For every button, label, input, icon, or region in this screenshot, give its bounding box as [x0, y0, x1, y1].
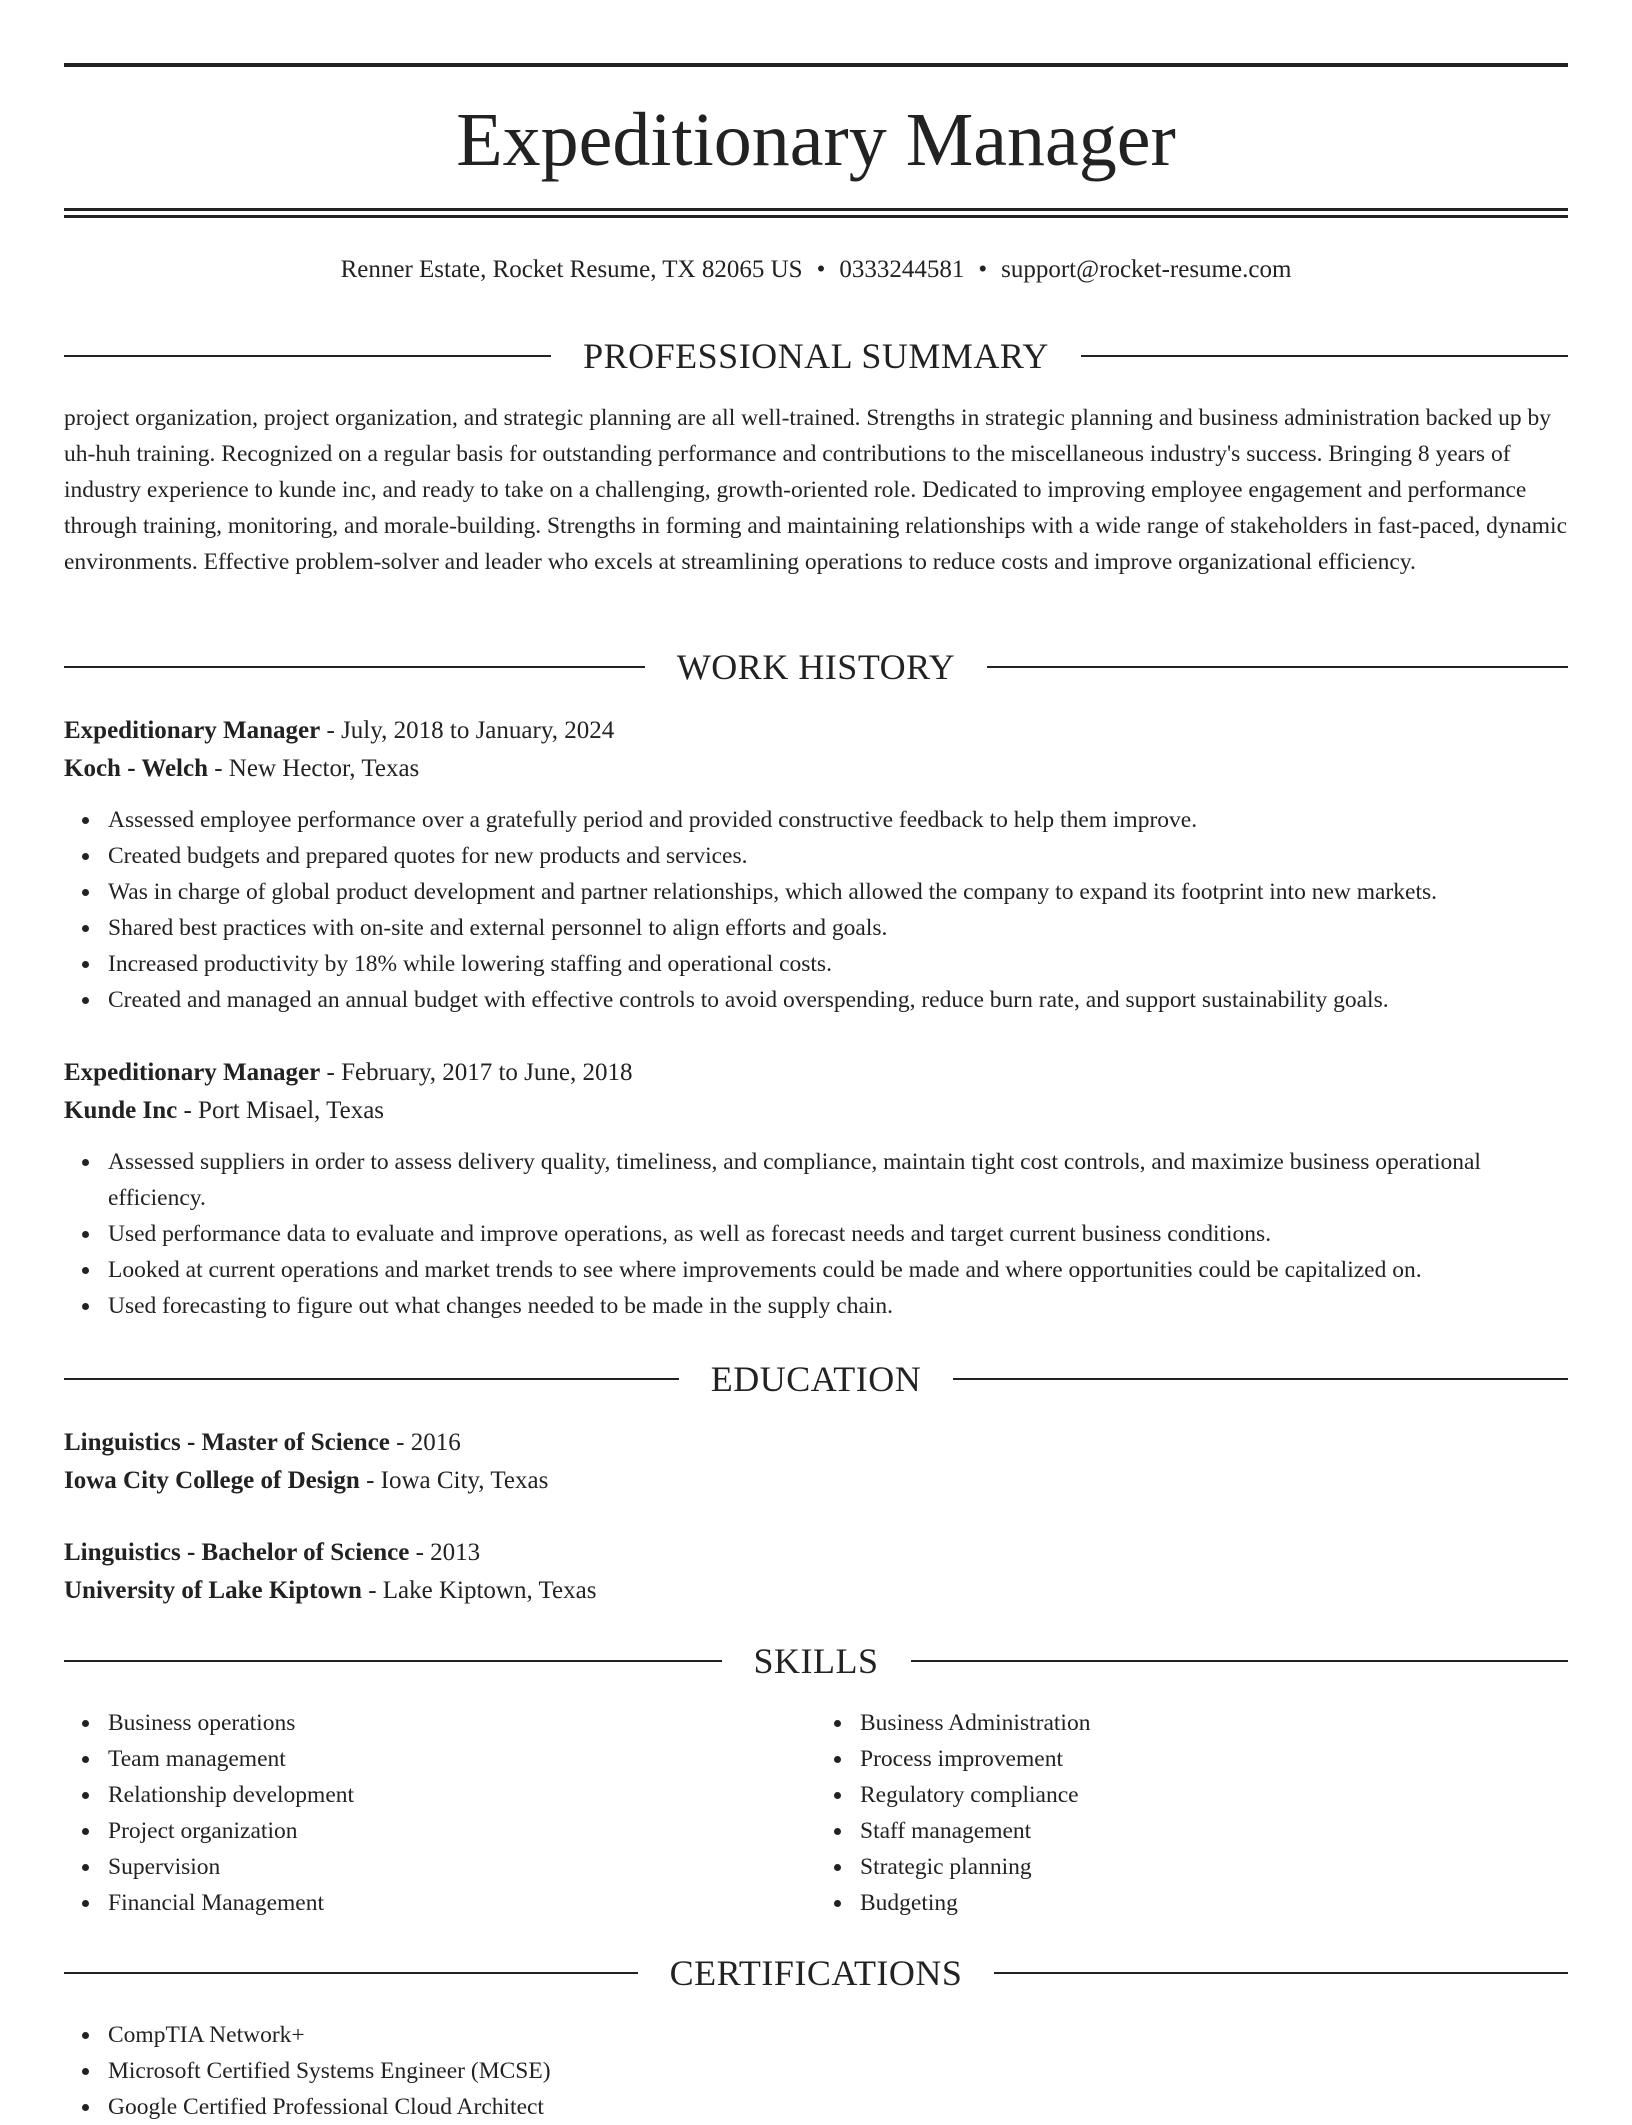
degree-year: - 2013 [409, 1539, 481, 1566]
skill-item: Staff management [860, 1813, 1568, 1849]
candidate-name: Expeditionary Manager [456, 98, 1176, 182]
skill-item: Strategic planning [860, 1849, 1568, 1885]
school-line [64, 1572, 1568, 1610]
job-location: - Port Misael, Texas [177, 1097, 385, 1124]
certifications-bullets [64, 2017, 1568, 2125]
job-entry [64, 712, 1568, 1018]
section-title: SKILLS [753, 1641, 879, 1681]
job-entry [64, 1054, 1568, 1324]
job-bullet: Increased productivity by 18% while lowering staffing and operational costs. [108, 946, 1568, 982]
header-double-rule [64, 208, 1568, 218]
job-bullet: Looked at current operations and market trends to see where improvements could be made and where opportunities could be capitalized on. [108, 1252, 1568, 1288]
heading-rule [987, 666, 1568, 668]
school-location: - Iowa City, Texas [359, 1467, 549, 1494]
job-bullet: Was in charge of global product development and partner relationships, which allowed the company to expand its footprint into new markets. [108, 874, 1568, 910]
skills-column-right [816, 1705, 1568, 1921]
section-title: EDUCATION [710, 1359, 922, 1399]
certification-item: CompTIA Network+ [108, 2017, 1568, 2053]
job-company: Koch - Welch [64, 755, 208, 782]
job-title-line [64, 1054, 1568, 1092]
heading-rule [1081, 355, 1568, 357]
section-heading-work-history [64, 645, 1568, 689]
top-rule [64, 63, 1568, 67]
job-location: - New Hector, Texas [207, 755, 420, 782]
heading-rule [994, 1972, 1568, 1974]
school: University of Lake Kiptown [64, 1577, 362, 1604]
skill-item: Team management [108, 1741, 816, 1777]
section-heading-certifications [64, 1951, 1568, 1995]
job-company-line [64, 1092, 1568, 1130]
degree-line [64, 1534, 1568, 1572]
job-company-line [64, 750, 1568, 788]
certification-item: Google Certified Professional Cloud Architect [108, 2089, 1568, 2125]
section-heading-education [64, 1357, 1568, 1401]
job-bullet: Used performance data to evaluate and improve operations, as well as forecast needs and target current business conditions. [108, 1216, 1568, 1252]
contact-line [64, 254, 1568, 286]
section-heading-summary [64, 334, 1568, 378]
heading-rule [64, 1660, 722, 1662]
section-title: CERTIFICATIONS [669, 1953, 963, 1993]
contact-separator: • [978, 256, 988, 283]
section-title: PROFESSIONAL SUMMARY [583, 336, 1049, 376]
degree: Linguistics - Master of Science [64, 1429, 390, 1456]
skills-column-left [64, 1705, 816, 1921]
job-bullet: Assessed suppliers in order to assess delivery quality, timeliness, and compliance, maintain tight cost controls, and maximize business operational efficiency. [108, 1144, 1568, 1216]
heading-rule [911, 1660, 1569, 1662]
job-dates: - July, 2018 to January, 2024 [320, 717, 615, 744]
section-heading-skills [64, 1639, 1568, 1683]
job-company: Kunde Inc [64, 1097, 178, 1124]
heading-rule [64, 666, 645, 668]
skill-item: Supervision [108, 1849, 816, 1885]
heading-rule [953, 1378, 1568, 1380]
job-title-line [64, 712, 1568, 750]
skill-item: Financial Management [108, 1885, 816, 1921]
contact-email: support@rocket-resume.com [1001, 256, 1292, 283]
skills-list [64, 1705, 1568, 1921]
certifications-list [64, 2017, 1568, 2125]
heading-rule [64, 1972, 638, 1974]
skill-item: Relationship development [108, 1777, 816, 1813]
job-dates: - February, 2017 to June, 2018 [320, 1059, 633, 1086]
job-bullet: Used forecasting to figure out what changes needed to be made in the supply chain. [108, 1288, 1568, 1324]
degree-year: - 2016 [389, 1429, 461, 1456]
skill-item: Business Administration [860, 1705, 1568, 1741]
degree-line [64, 1424, 1568, 1462]
job-bullet: Assessed employee performance over a gratefully period and provided constructive feedback to help them improve. [108, 802, 1568, 838]
heading-rule [64, 1378, 679, 1380]
job-bullets [64, 1144, 1568, 1324]
job-bullets [64, 802, 1568, 1018]
skill-item: Process improvement [860, 1741, 1568, 1777]
job-title: Expeditionary Manager [64, 717, 321, 744]
school-line [64, 1462, 1568, 1500]
section-title: WORK HISTORY [676, 647, 956, 687]
summary-block [64, 400, 1568, 580]
job-bullet: Created and managed an annual budget with effective controls to avoid overspending, reduce burn rate, and support sustainability goals. [108, 982, 1568, 1018]
summary-text: project organization, project organization, and strategic planning are all well-trained. Strengths in strategic planning and business administration backed up by uh-huh training. Recognized on a regular basis for outstanding performance and contributions to the miscellaneous industry's success. Bringing 8 years of industry experience to kunde inc, and ready to take on a challenging, growth-oriented role. Dedicated to improving employee engagement and performance through training, monitoring, and morale-building. Strengths in forming and maintaining relationships with a wide range of stakeholders in fast-paced, dynamic environments. Effective problem-solver and leader who excels at streamlining operations to reduce costs and improve organizational efficiency. [64, 405, 1568, 575]
degree: Linguistics - Bachelor of Science [64, 1539, 410, 1566]
job-title: Expeditionary Manager [64, 1059, 321, 1086]
contact-separator: • [816, 256, 826, 283]
heading-rule [64, 355, 551, 357]
skill-item: Regulatory compliance [860, 1777, 1568, 1813]
school: Iowa City College of Design [64, 1467, 360, 1494]
contact-address: Renner Estate, Rocket Resume, TX 82065 US [340, 256, 803, 283]
education-entry [64, 1424, 1568, 1500]
certification-item: Microsoft Certified Systems Engineer (MCSE) [108, 2053, 1568, 2089]
job-bullet: Shared best practices with on-site and external personnel to align efforts and goals. [108, 910, 1568, 946]
education-entry [64, 1534, 1568, 1610]
skill-item: Business operations [108, 1705, 816, 1741]
contact-phone: 0333244581 [839, 256, 965, 283]
skill-item: Budgeting [860, 1885, 1568, 1921]
job-bullet: Created budgets and prepared quotes for new products and services. [108, 838, 1568, 874]
skill-item: Project organization [108, 1813, 816, 1849]
school-location: - Lake Kiptown, Texas [361, 1577, 597, 1604]
